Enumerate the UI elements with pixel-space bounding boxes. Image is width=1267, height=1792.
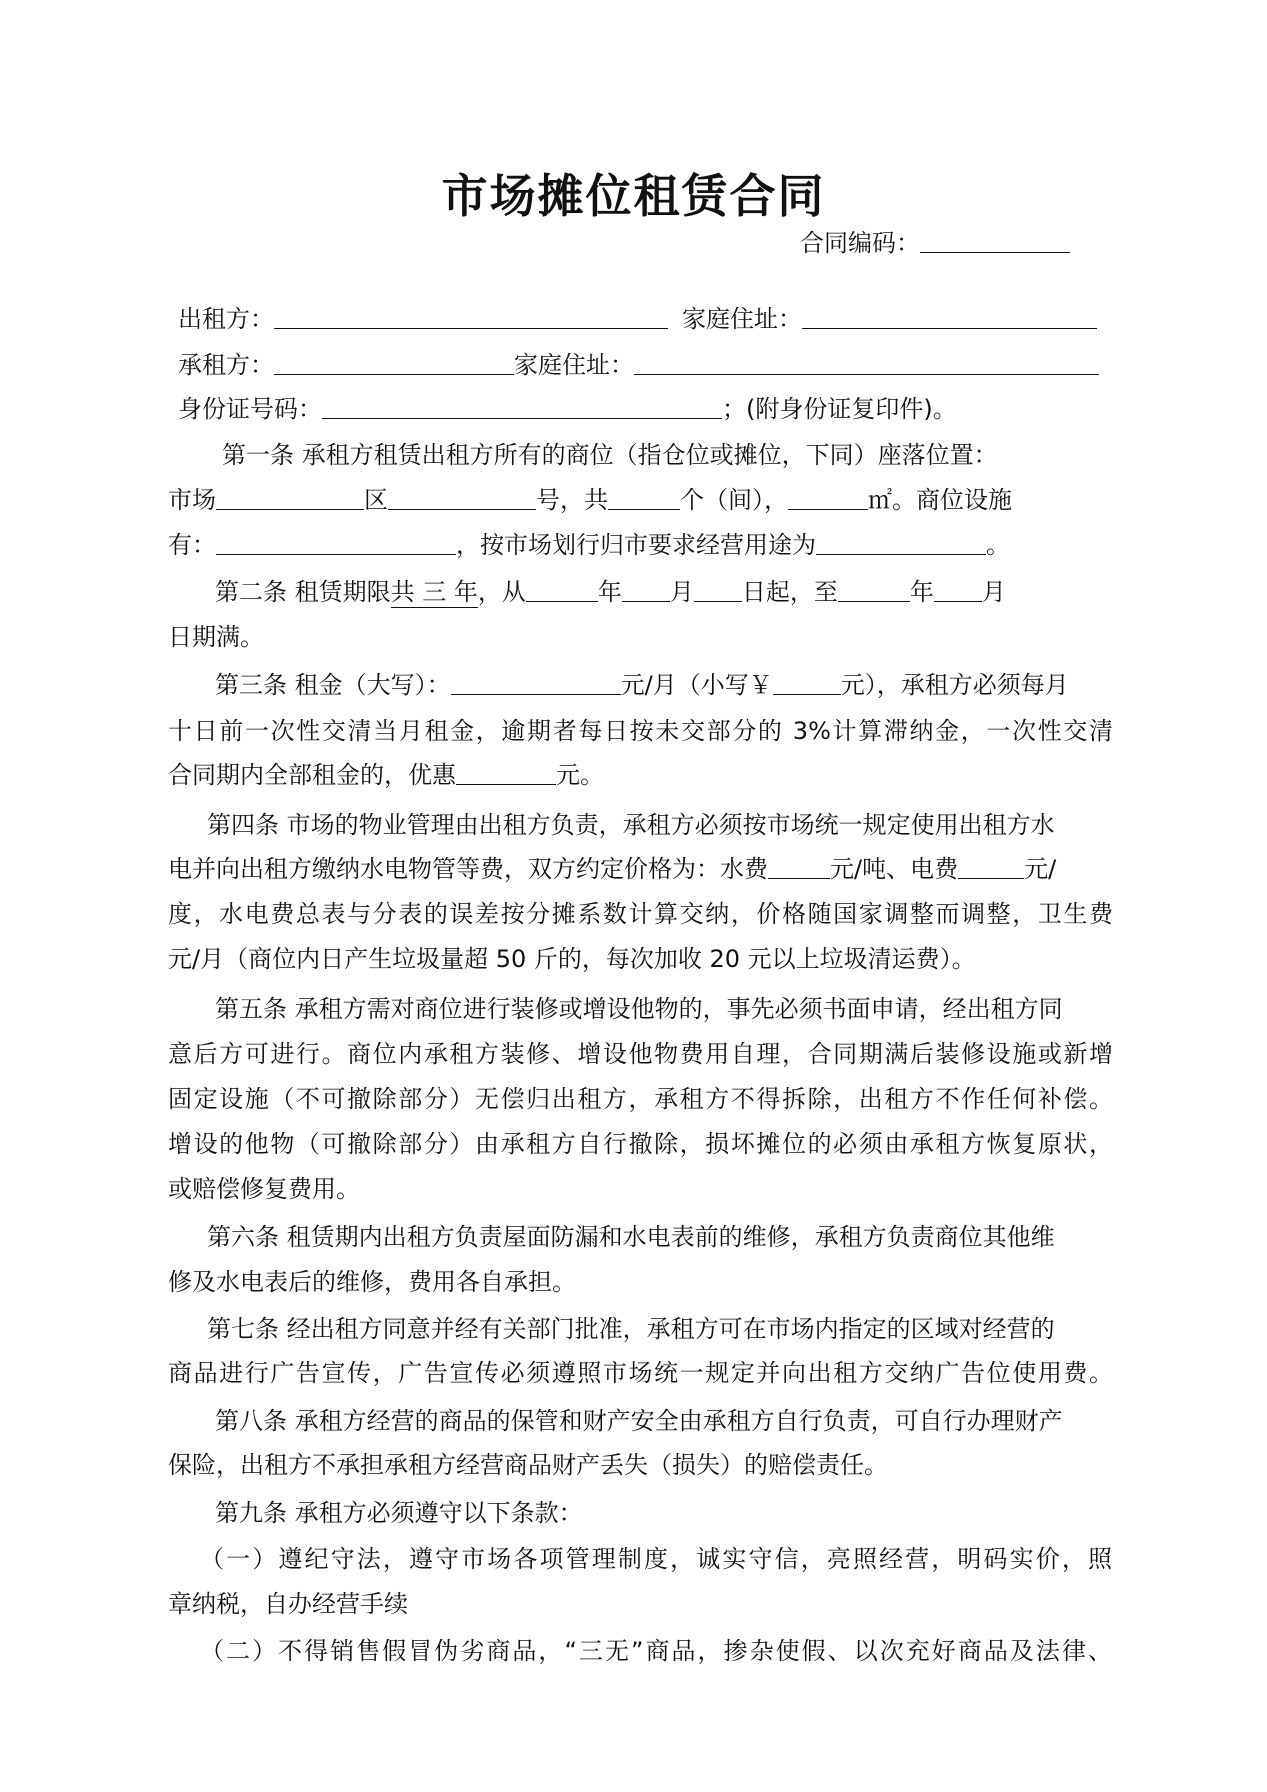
unit-count-blank[interactable] [608, 485, 680, 510]
article-7-line-1: 第七条 经出租方同意并经有关部门批准，承租方可在市场内指定的区域对经营的 [207, 1315, 1055, 1343]
rent-uppercase-blank[interactable] [451, 670, 621, 695]
article-6-line-2: 修及水电表后的维修，费用各自承担。 [168, 1268, 576, 1296]
article-3-line-1: 第三条 租金（大写）： 元/月（小写￥ 元），承租方必须每月 [215, 671, 1069, 699]
lessee-address-blank[interactable] [634, 350, 1099, 375]
contract-number-blank[interactable] [920, 228, 1070, 253]
article-1-line-2: 市场 区 号，共 个（间）， ㎡。商位设施 [168, 486, 1012, 514]
facilities-blank[interactable] [216, 530, 456, 555]
lessee-name-blank[interactable] [274, 350, 514, 375]
id-row [178, 394, 1123, 424]
contract-number-label: 合同编码： [800, 229, 920, 257]
lessee-label: 承租方： [178, 351, 274, 379]
article-2-line-1: 第二条 租赁期限共 三 年，从 年 月 日起，至 年 月 [215, 578, 1006, 606]
id-note: ；(附身份证复印件)。 [722, 395, 957, 423]
id-label: 身份证号码： [178, 395, 322, 423]
lessor-address-label: 家庭住址： [682, 305, 802, 333]
article-8-line-1: 第八条 承租方经营的商品的保管和财产安全由承租方自行负责，可自行办理财产 [215, 1407, 1063, 1435]
area-blank[interactable] [788, 485, 868, 510]
article-7-line-2: 商品进行广告宣传，广告宣传必须遵照市场统一规定并向出租方交纳广告位使用费。 [168, 1359, 1113, 1387]
start-year-blank[interactable] [526, 577, 598, 602]
end-month-blank[interactable] [934, 577, 982, 602]
lease-term: 共 三 年 [390, 578, 478, 606]
article-5-line-3: 固定设施（不可撤除部分）无偿归出租方，承租方不得拆除，出租方不作任何补偿。 [168, 1085, 1113, 1113]
lessor-label: 出租方： [178, 305, 274, 333]
water-fee-blank[interactable] [768, 854, 830, 879]
electricity-fee-blank[interactable] [958, 854, 1024, 879]
article-9-item-2-line-1: （二）不得销售假冒伪劣商品，“三无”商品，掺杂使假、以次充好商品及法律、 [200, 1637, 1112, 1665]
start-month-blank[interactable] [622, 577, 670, 602]
article-1-line-3: 有： ，按市场划行归市要求经营用途为 。 [168, 531, 1010, 559]
article-4-line-4: 元/月（商位内日产生垃圾量超 50 斤的，每次加收 20 元以上垃圾清运费）。 [168, 945, 976, 973]
rent-number-blank[interactable] [773, 670, 841, 695]
zone-blank[interactable] [388, 485, 536, 510]
lessee-row [178, 350, 1123, 380]
end-year-blank[interactable] [838, 577, 910, 602]
article-9-line-1: 第九条 承租方必须遵守以下条款： [215, 1499, 583, 1527]
lessor-name-blank[interactable] [274, 304, 668, 329]
lessor-row [178, 304, 1123, 334]
article-3-line-2: 十日前一次性交清当月租金，逾期者每日按未交部分的 3%计算滞纳金，一次性交清 [168, 717, 1113, 745]
article-1-line-1: 第一条 承租方租赁出租方所有的商位（指仓位或摊位，下同）座落位置： [222, 441, 998, 469]
contract-title: 市场摊位租赁合同 [441, 169, 826, 223]
article-9-item-1-line-2: 章纳税，自办经营手续 [168, 1590, 408, 1618]
article-9-item-1-line-1: （一）遵纪守法，遵守市场各项管理制度，诚实守信，亮照经营，明码实价，照 [200, 1545, 1112, 1573]
id-number-blank[interactable] [322, 394, 722, 419]
article-4-line-2: 电并向出租方缴纳水电物管等费，双方约定价格为：水费 元/吨、电费 元/ [168, 855, 1057, 883]
lessor-address-blank[interactable] [802, 304, 1097, 329]
article-2-line-2: 日期满。 [168, 623, 264, 651]
contract-number-row [800, 228, 1120, 258]
article-4-line-1: 第四条 市场的物业管理由出租方负责，承租方必须按市场统一规定使用出租方水 [207, 811, 1055, 839]
article-3-line-3: 合同期内全部租金的，优惠 元。 [168, 761, 604, 789]
discount-blank[interactable] [456, 760, 556, 785]
article-5-line-5: 或赔偿修复费用。 [168, 1175, 360, 1203]
article-6-line-1: 第六条 租赁期内出租方负责屋面防漏和水电表前的维修，承租方负责商位其他维 [207, 1223, 1055, 1251]
article-5-line-2: 意后方可进行。商位内承租方装修、增设他物费用自理，合同期满后装修设施或新增 [168, 1040, 1113, 1068]
lessee-address-label: 家庭住址： [514, 351, 634, 379]
article-5-line-1: 第五条 承租方需对商位进行装修或增设他物的，事先必须书面申请，经出租方同 [215, 995, 1063, 1023]
article-8-line-2: 保险，出租方不承担承租方经营商品财产丢失（损失）的赔偿责任。 [168, 1451, 888, 1479]
article-4-line-3: 度，水电费总表与分表的误差按分摊系数计算交纳，价格随国家调整而调整，卫生费 [168, 900, 1113, 928]
market-name-blank[interactable] [216, 485, 364, 510]
article-5-line-4: 增设的他物（可撤除部分）由承租方自行撤除，损坏摊位的必须由承租方恢复原状， [168, 1130, 1113, 1158]
business-use-blank[interactable] [816, 530, 986, 555]
start-day-blank[interactable] [694, 577, 742, 602]
